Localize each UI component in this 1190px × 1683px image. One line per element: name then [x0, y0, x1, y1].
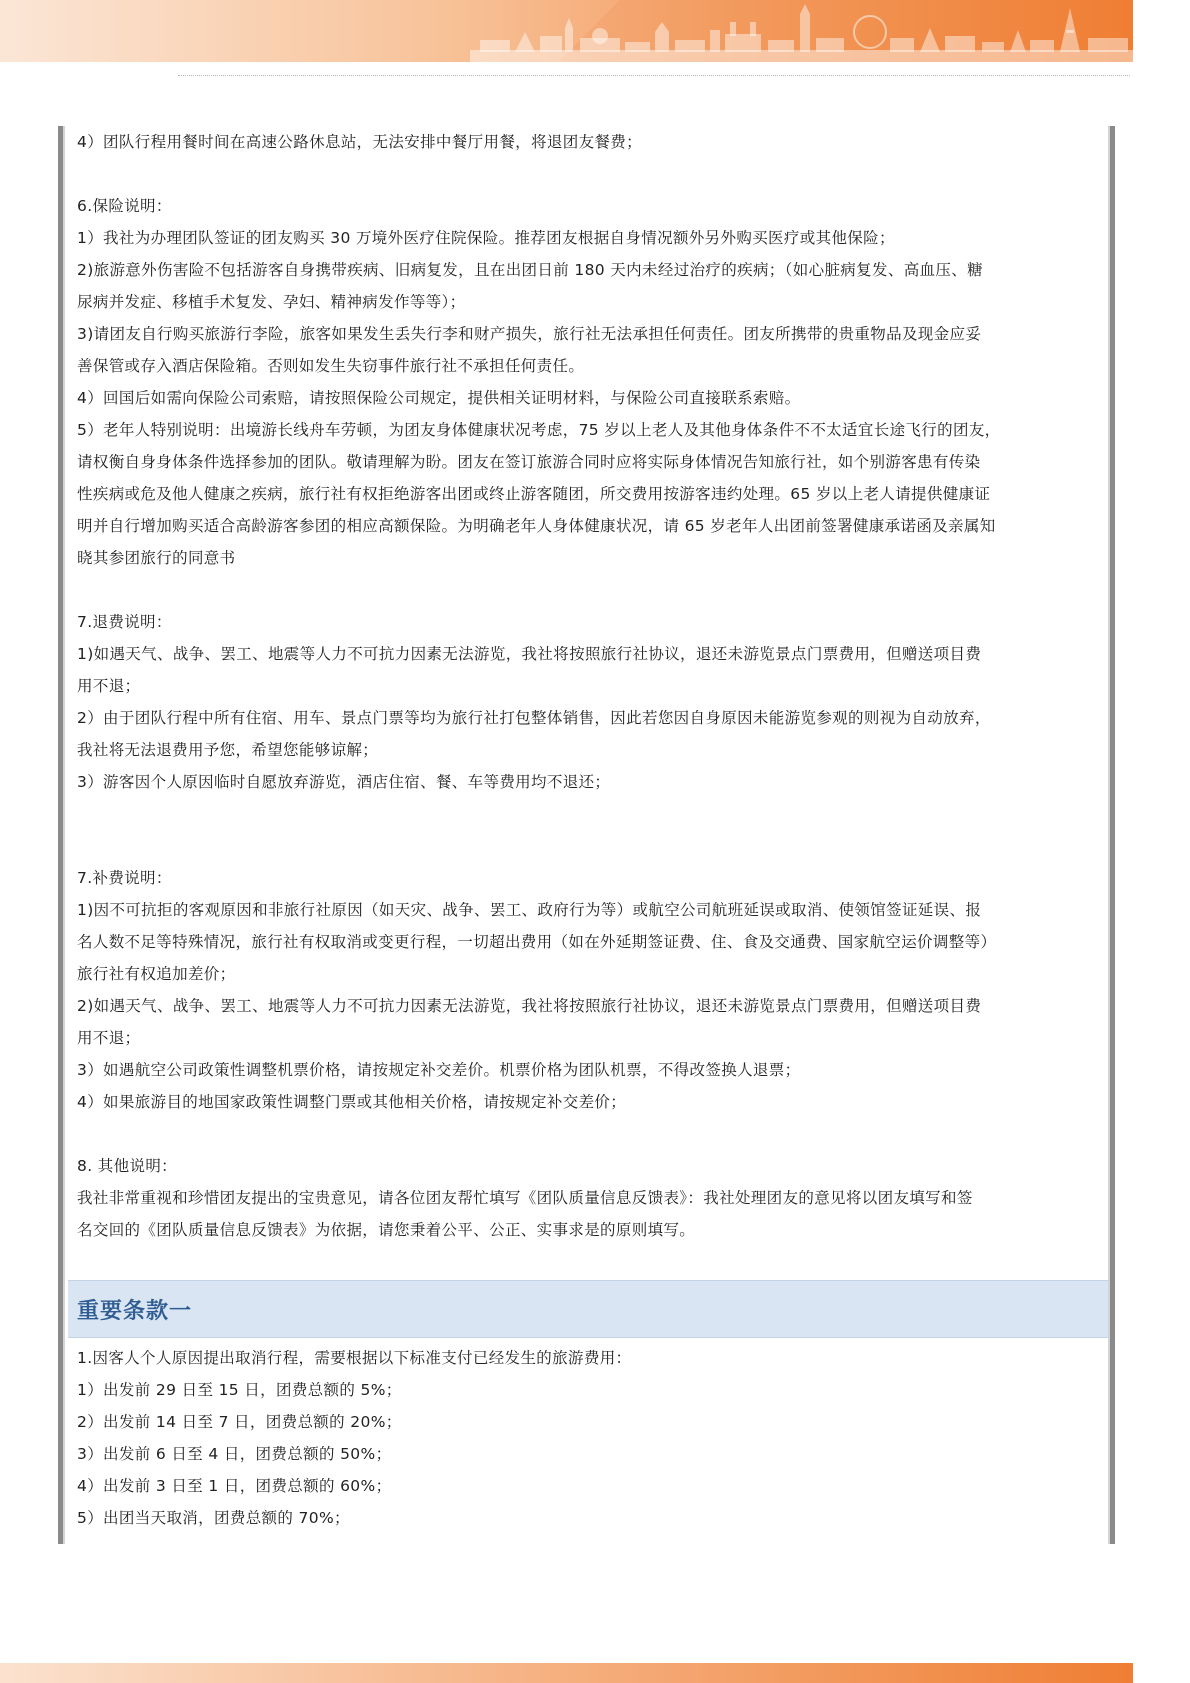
text-line: 请权衡自身身体条件选择参加的团队。敬请理解为盼。团友在签订旅游合同时应将实际身体情况告知旅行社，如个别游客患有传染 [77, 453, 981, 471]
footer-strip [0, 1663, 1133, 1683]
text-line: 2）出发前 14 日至 7 日，团费总额的 20%； [77, 1413, 402, 1431]
text-line: 善保管或存入酒店保险箱。否则如发生失窃事件旅行社不承担任何责任。 [77, 357, 585, 375]
blank-line [77, 830, 1102, 862]
text-line: 明并自行增加购买适合高龄游客参团的相应高额保险。为明确老年人身体健康状况，请 65 岁老年人出团前签署健康承诺函及亲属知 [77, 517, 996, 535]
heading-other: 8. 其他说明： [77, 1157, 178, 1175]
text-line: 1）出发前 29 日至 15 日，团费总额的 5%； [77, 1381, 402, 1399]
text-line: 我社将无法退费用予您，希望您能够谅解； [77, 741, 379, 759]
text-line: 3）出发前 6 日至 4 日，团费总额的 50%； [77, 1445, 392, 1463]
skyline-icon [470, 0, 1133, 62]
blank-line [77, 798, 1102, 830]
text-line: 晓其参团旅行的同意书 [77, 549, 236, 567]
text-line: 4）团队行程用餐时间在高速公路休息站，无法安排中餐厅用餐，将退团友餐费； [77, 133, 642, 151]
text-line: 性疾病或危及他人健康之疾病，旅行社有权拒绝游客出团或终止游客随团，所交费用按游客违约处理。65 岁以上老人请提供健康证 [77, 485, 991, 503]
text-line: 5）出团当天取消，团费总额的 70%； [77, 1509, 350, 1527]
text-line: 3）如遇航空公司政策性调整机票价格，请按规定补交差价。机票价格为团队机票，不得改签换人退票； [77, 1061, 801, 1079]
text-line: 1.因客人个人原因提出取消行程，需要根据以下标准支付已经发生的旅游费用： [77, 1349, 632, 1367]
blank-line [77, 1118, 1102, 1150]
text-line: 2)旅游意外伤害险不包括游客自身携带疾病、旧病复发，且在出团日前 180 天内未经过治疗的疾病；（如心脏病复发、高血压、糖 [77, 261, 983, 279]
text-line: 3）游客因个人原因临时自愿放弃游览，酒店住宿、餐、车等费用均不退还； [77, 773, 611, 791]
content-box [58, 126, 1115, 1544]
text-line: 1)如遇天气、战争、罢工、地震等人力不可抗力因素无法游览，我社将按照旅行社协议，退还未游览景点门票费用，但赠送项目费 [77, 645, 982, 663]
text-line: 名交回的《团队质量信息反馈表》为依据，请您秉着公平、公正、实事求是的原则填写。 [77, 1221, 696, 1239]
section-title: 重要条款一 [77, 1299, 193, 1324]
heading-insurance: 6.保险说明： [77, 197, 172, 215]
text-line: 3)请团友自行购买旅游行李险，旅客如果发生丢失行李和财产损失，旅行社无法承担任何责任。团友所携带的贵重物品及现金应妥 [77, 325, 982, 343]
text-line: 2)如遇天气、战争、罢工、地震等人力不可抗力因素无法游览，我社将按照旅行社协议，退还未游览景点门票费用，但赠送项目费 [77, 997, 982, 1015]
text-line: 尿病并发症、移植手术复发、孕妇、精神病发作等等）； [77, 293, 466, 311]
text-line: 用不退； [77, 677, 141, 695]
text-line: 4）回国后如需向保险公司索赔，请按照保险公司规定，提供相关证明材料，与保险公司直接联系索赔。 [77, 389, 801, 407]
text-line: 2）由于团队行程中所有住宿、用车、景点门票等均为旅行社打包整体销售，因此若您因自身原因未能游览参观的则视为自动放弃， [77, 709, 991, 727]
text-line: 1）我社为办理团队签证的团友购买 30 万境外医疗住院保险。推荐团友根据自身情况额外另外购买医疗或其他保险； [77, 229, 895, 247]
text-line: 4）出发前 3 日至 1 日，团费总额的 60%； [77, 1477, 392, 1495]
text-line: 用不退； [77, 1029, 141, 1047]
text-line: 5）老年人特别说明：出境游长线舟车劳顿，为团友身体健康状况考虑，75 岁以上老人及其他身体条件不不太适宜长途飞行的团友， [77, 421, 1001, 439]
header-divider [178, 75, 1130, 76]
text-block-notes [77, 126, 1102, 1246]
heading-refund: 7.退费说明： [77, 613, 172, 631]
text-line: 旅行社有权追加差价； [77, 965, 236, 983]
heading-surcharge: 7.补费说明： [77, 869, 172, 887]
blank-line [77, 158, 1102, 190]
text-line: 1)因不可抗拒的客观原因和非旅行社原因（如天灾、战争、罢工、政府行为等）或航空公司航班延误或取消、使领馆签证延误、报 [77, 901, 982, 919]
header-banner [0, 0, 1133, 62]
text-line: 名人数不足等特殊情况，旅行社有权取消或变更行程，一切超出费用（如在外延期签证费、住、食及交通费、国家航空运价调整等） [77, 933, 997, 951]
blank-line [77, 574, 1102, 606]
text-line: 我社非常重视和珍惜团友提出的宝贵意见，请各位团友帮忙填写《团队质量信息反馈表》：我社处理团友的意见将以团友填写和签 [77, 1189, 973, 1207]
text-line: 4）如果旅游目的地国家政策性调整门票或其他相关价格，请按规定补交差价； [77, 1093, 627, 1111]
text-block-terms [77, 1342, 1102, 1534]
section-header [68, 1280, 1110, 1338]
